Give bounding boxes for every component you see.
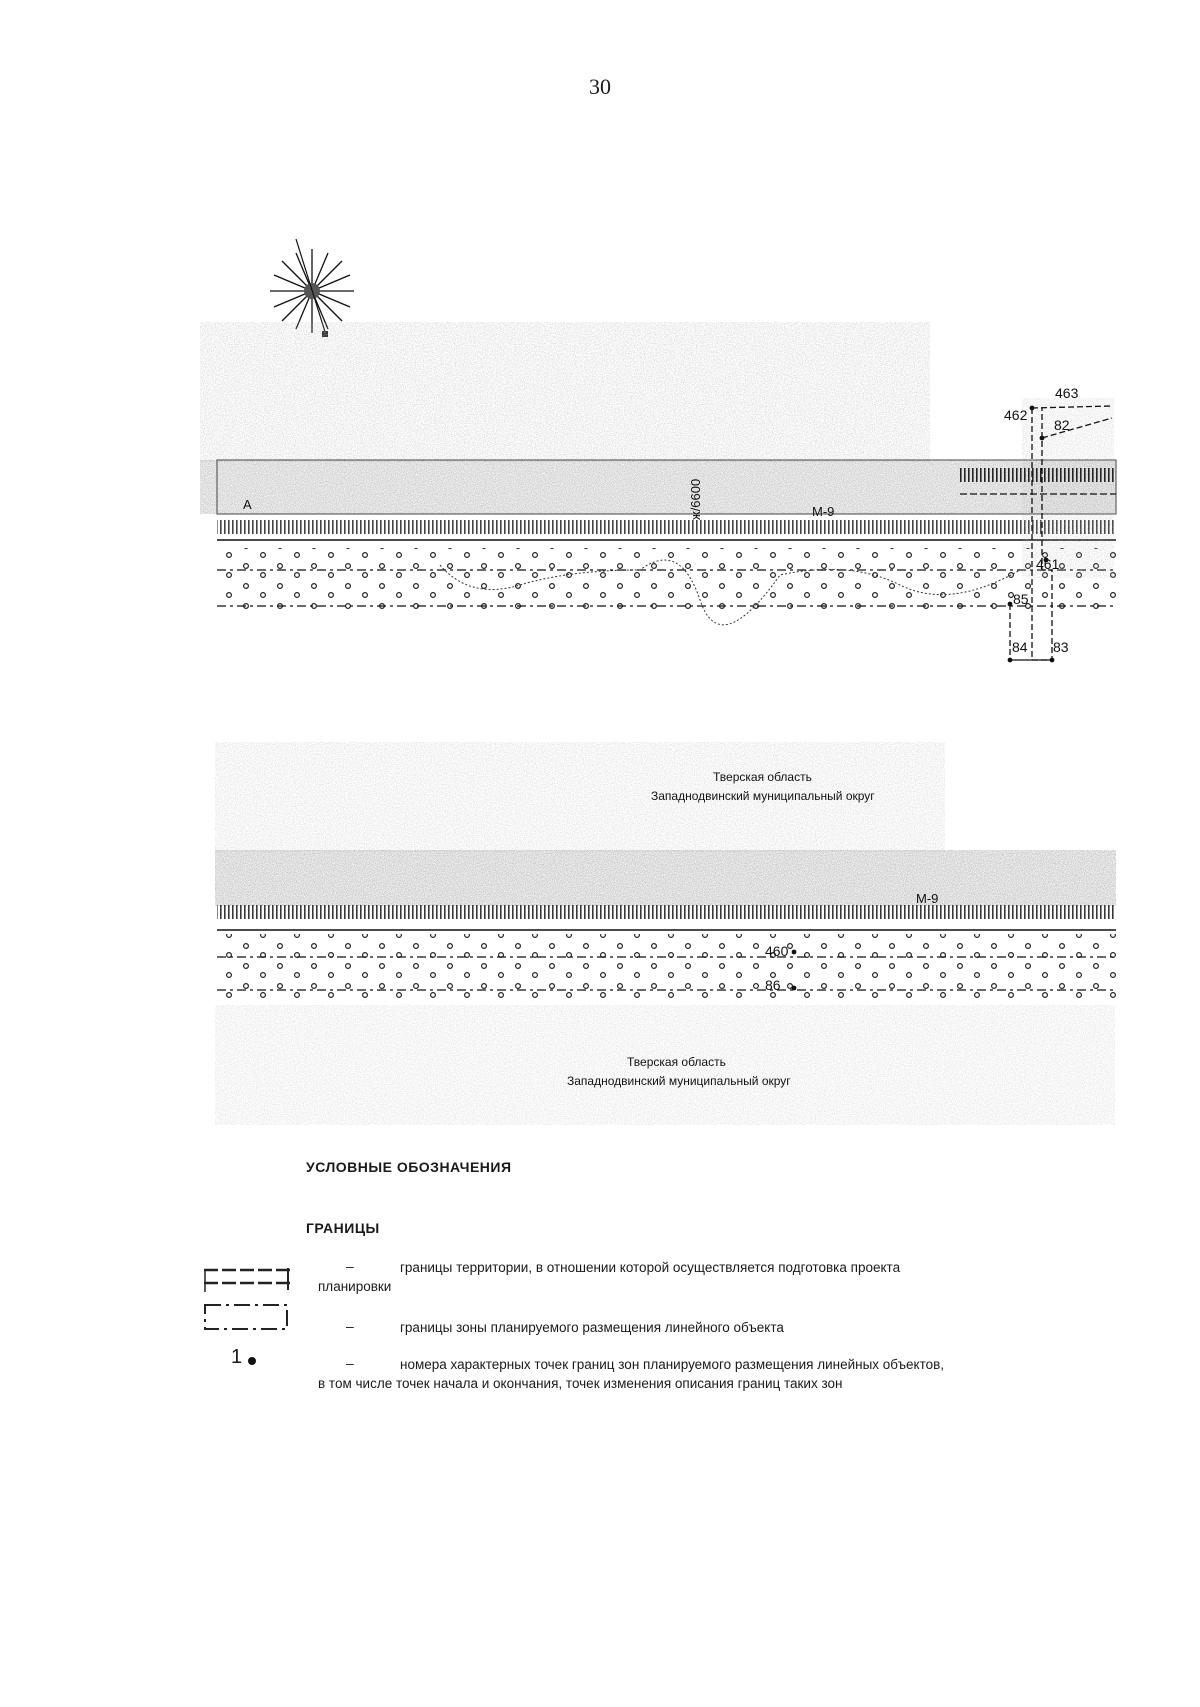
legend-item-2-line-1: границы зоны планируемого размещения линейного объекта xyxy=(400,1320,784,1335)
legend-dash-3: – xyxy=(346,1355,354,1371)
legend-dash-2: – xyxy=(346,1318,354,1334)
road-label-m9-sheet2: М-9 xyxy=(916,891,939,906)
point-84: 84 xyxy=(1012,639,1028,655)
point-463: 463 xyxy=(1055,385,1079,401)
point-83: 83 xyxy=(1053,639,1069,655)
point-82: 82 xyxy=(1054,417,1070,433)
okrug-label-top: Западнодвинский муниципальный округ xyxy=(651,789,875,803)
point-460: 460 xyxy=(765,943,789,959)
road-label-m9-sheet1: М-9 xyxy=(812,504,835,519)
point-85: 85 xyxy=(1013,591,1029,607)
point-462: 462 xyxy=(1004,407,1028,423)
map-sheet-1 xyxy=(200,322,1116,662)
legend-point-number: 1 xyxy=(231,1346,243,1368)
point-461: 461 xyxy=(1036,556,1060,572)
legend-section-title: ГРАНИЦЫ xyxy=(306,1220,380,1236)
legend-dash-1: – xyxy=(346,1258,354,1274)
legend-title: УСЛОВНЫЕ ОБОЗНАЧЕНИЯ xyxy=(306,1159,512,1175)
railway-label: ж/6600 xyxy=(688,478,703,520)
map-sheet-2 xyxy=(215,742,1116,1125)
legend-item-1-line-1: границы территории, в отношении которой осуществляется подготовка проекта xyxy=(400,1260,901,1275)
point-86: 86 xyxy=(765,977,781,993)
legend-item-1-line-2: планировки xyxy=(318,1279,392,1294)
legend-symbol-zone-boundary xyxy=(205,1305,287,1329)
region-label-top: Тверская область xyxy=(713,770,812,784)
legend-item-3-line-2: в том числе точек начала и окончания, точек изменения описания границ таких зон xyxy=(318,1376,843,1391)
page-number: 30 xyxy=(589,74,611,99)
legend-point-dot-icon xyxy=(248,1357,256,1365)
legend-symbol-territory-boundary xyxy=(204,1268,290,1292)
marker-a: А xyxy=(243,497,252,512)
legend-item-3-line-1: номера характерных точек границ зон планируемого размещения линейных объектов, xyxy=(400,1357,945,1372)
region-label-bottom: Тверская область xyxy=(627,1055,726,1069)
okrug-label-bottom: Западнодвинский муниципальный округ xyxy=(567,1074,791,1088)
